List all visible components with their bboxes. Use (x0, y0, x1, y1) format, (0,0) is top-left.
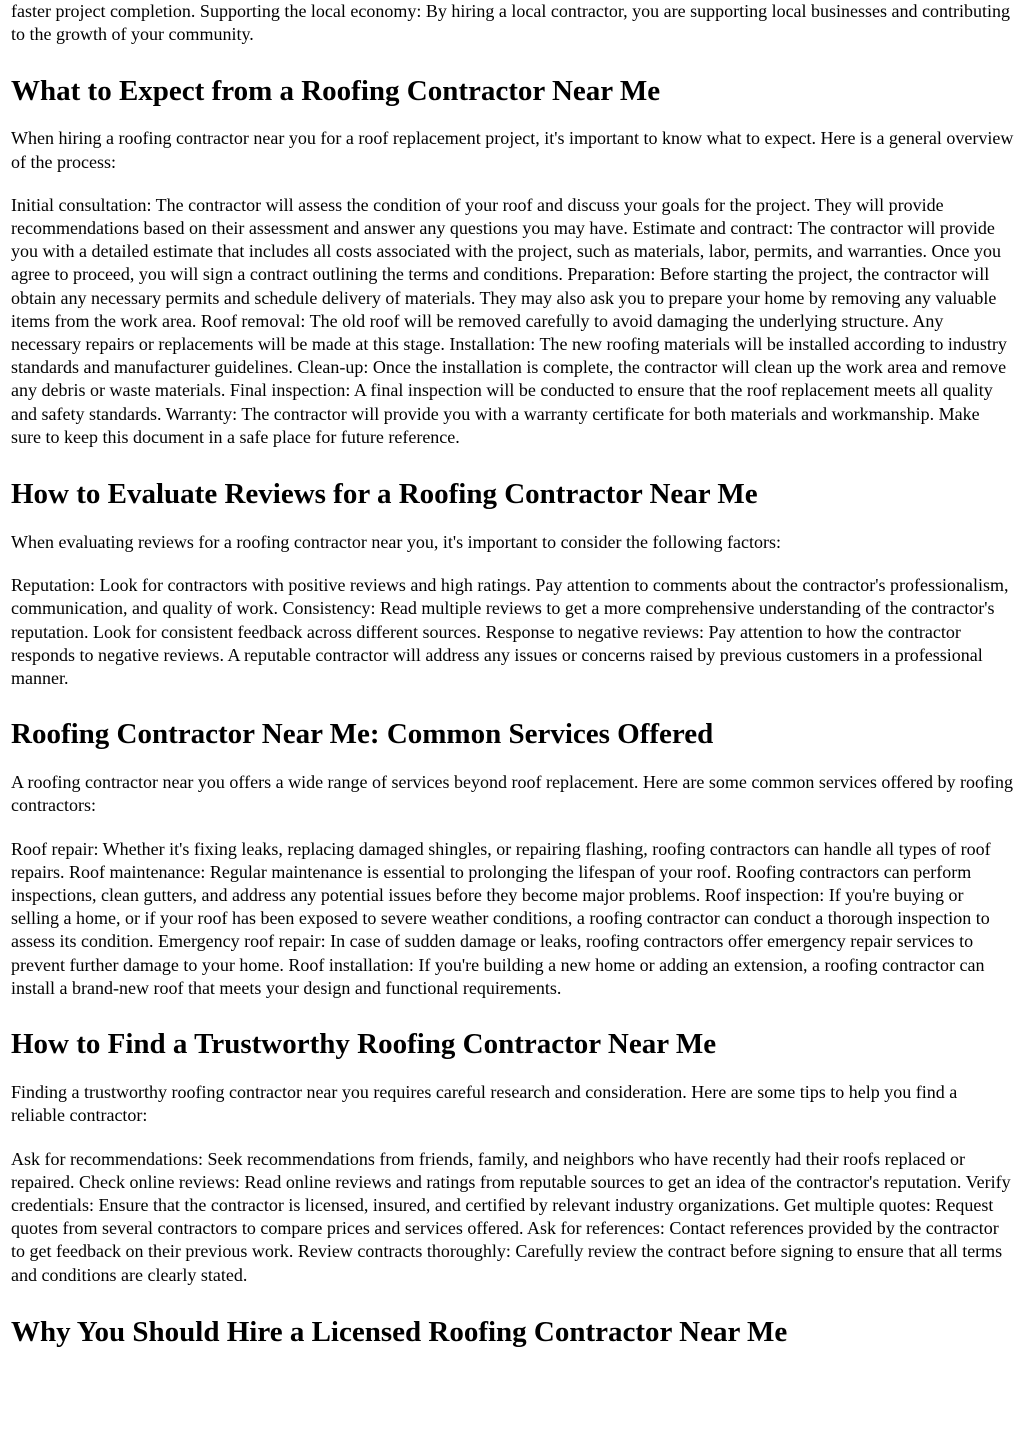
section-intro: When evaluating reviews for a roofing contractor near you, it's important to consider the following factors: (11, 532, 782, 553)
article-paragraph: faster project completion. Supporting the local economy: By hiring a local contractor, you are supporting local businesses and contributing to the growth of your community. (11, 1, 1011, 45)
section-intro: When hiring a roofing contractor near you for a roof replacement project, it's important to know what to expect. Here is a general overview of the process: (11, 128, 1014, 172)
section-heading: How to Evaluate Reviews for a Roofing Contractor Near Me (11, 478, 758, 511)
section-heading: How to Find a Trustworthy Roofing Contractor Near Me (11, 1028, 717, 1061)
section-intro: A roofing contractor near you offers a wide range of services beyond roof replacement. Here are some common services offered by roofing contractors: (11, 772, 1013, 816)
section-heading: What to Expect from a Roofing Contractor Near Me (11, 75, 661, 108)
section-body: Ask for recommendations: Seek recommendations from friends, family, and neighbors who have recently had their roofs replaced or repaired. Check online reviews: Read online reviews and ratings from reputable sources to get an idea of the contractor's reputation. Verify credentials: Ensure that the contractor is licensed, insured, and certified by relevant industry organizations. Get multiple quotes: Request quotes from several contractors to compare prices and services offered. Ask for references: Contact references provided by the contractor to get feedback on their previous work. Review contracts thoroughly: Carefully review the contract before signing to ensure that all terms and conditions are clearly stated. (11, 1148, 1011, 1285)
section-heading: Why You Should Hire a Licensed Roofing Contractor Near Me (11, 1315, 788, 1348)
section-intro: Finding a trustworthy roofing contractor near you requires careful research and consideration. Here are some tips to help you find a reliable contractor: (11, 1082, 958, 1126)
article (11, 0, 1014, 1350)
section-body: Reputation: Look for contractors with positive reviews and high ratings. Pay attention to comments about the contractor's professionalism, communication, and quality of work. Consistency: Read multiple reviews to get a more comprehensive understanding of the contractor's reputation. Look for consistent feedback across different sources. Response to negative reviews: Pay attention to how the contractor responds to negative reviews. A reputable contractor will address any issues or concerns raised by previous customers in a professional manner. (11, 575, 1009, 689)
section-body: Initial consultation: The contractor will assess the condition of your roof and discuss your goals for the project. They will provide recommendations based on their assessment and answer any questions you may have. Estimate and contract: The contractor will provide you with a detailed estimate that includes all costs associated with the project, such as materials, labor, permits, and warranties. Once you agree to proceed, you will sign a contract outlining the terms and conditions. Preparation: Before starting the project, the contractor will obtain any necessary permits and schedule delivery of materials. They may also ask you to prepare your home by removing any valuable items from the work area. Roof removal: The old roof will be removed carefully to avoid damaging the underlying structure. Any necessary repairs or replacements will be made at this stage. Installation: The new roofing materials will be installed according to industry standards and manufacturer guidelines. Clean-up: Once the installation is complete, the contractor will clean up the work area and remove any debris or waste materials. Final inspection: A final inspection will be conducted to ensure that the roof replacement meets all quality and safety standards. Warranty: The contractor will provide you with a warranty certificate for both materials and workmanship. Make sure to keep this document in a safe place for future reference. (11, 194, 1007, 447)
section-body: Roof repair: Whether it's fixing leaks, replacing damaged shingles, or repairing flashing, roofing contractors can handle all types of roof repairs. Roof maintenance: Regular maintenance is essential to prolonging the lifespan of your roof. Roofing contractors can perform inspections, clean gutters, and address any potential issues before they become major problems. Roof inspection: If you're buying or selling a home, or if your roof has been exposed to severe weather conditions, a roofing contractor can conduct a thorough inspection to assess its condition. Emergency roof repair: In case of sudden damage or leaks, roofing contractors offer emergency repair services to prevent further damage to your home. Roof installation: If you're building a new home or adding an extension, a roofing contractor can install a brand-new roof that meets your design and functional requirements. (11, 838, 991, 998)
section-heading: Roofing Contractor Near Me: Common Services Offered (11, 718, 714, 751)
